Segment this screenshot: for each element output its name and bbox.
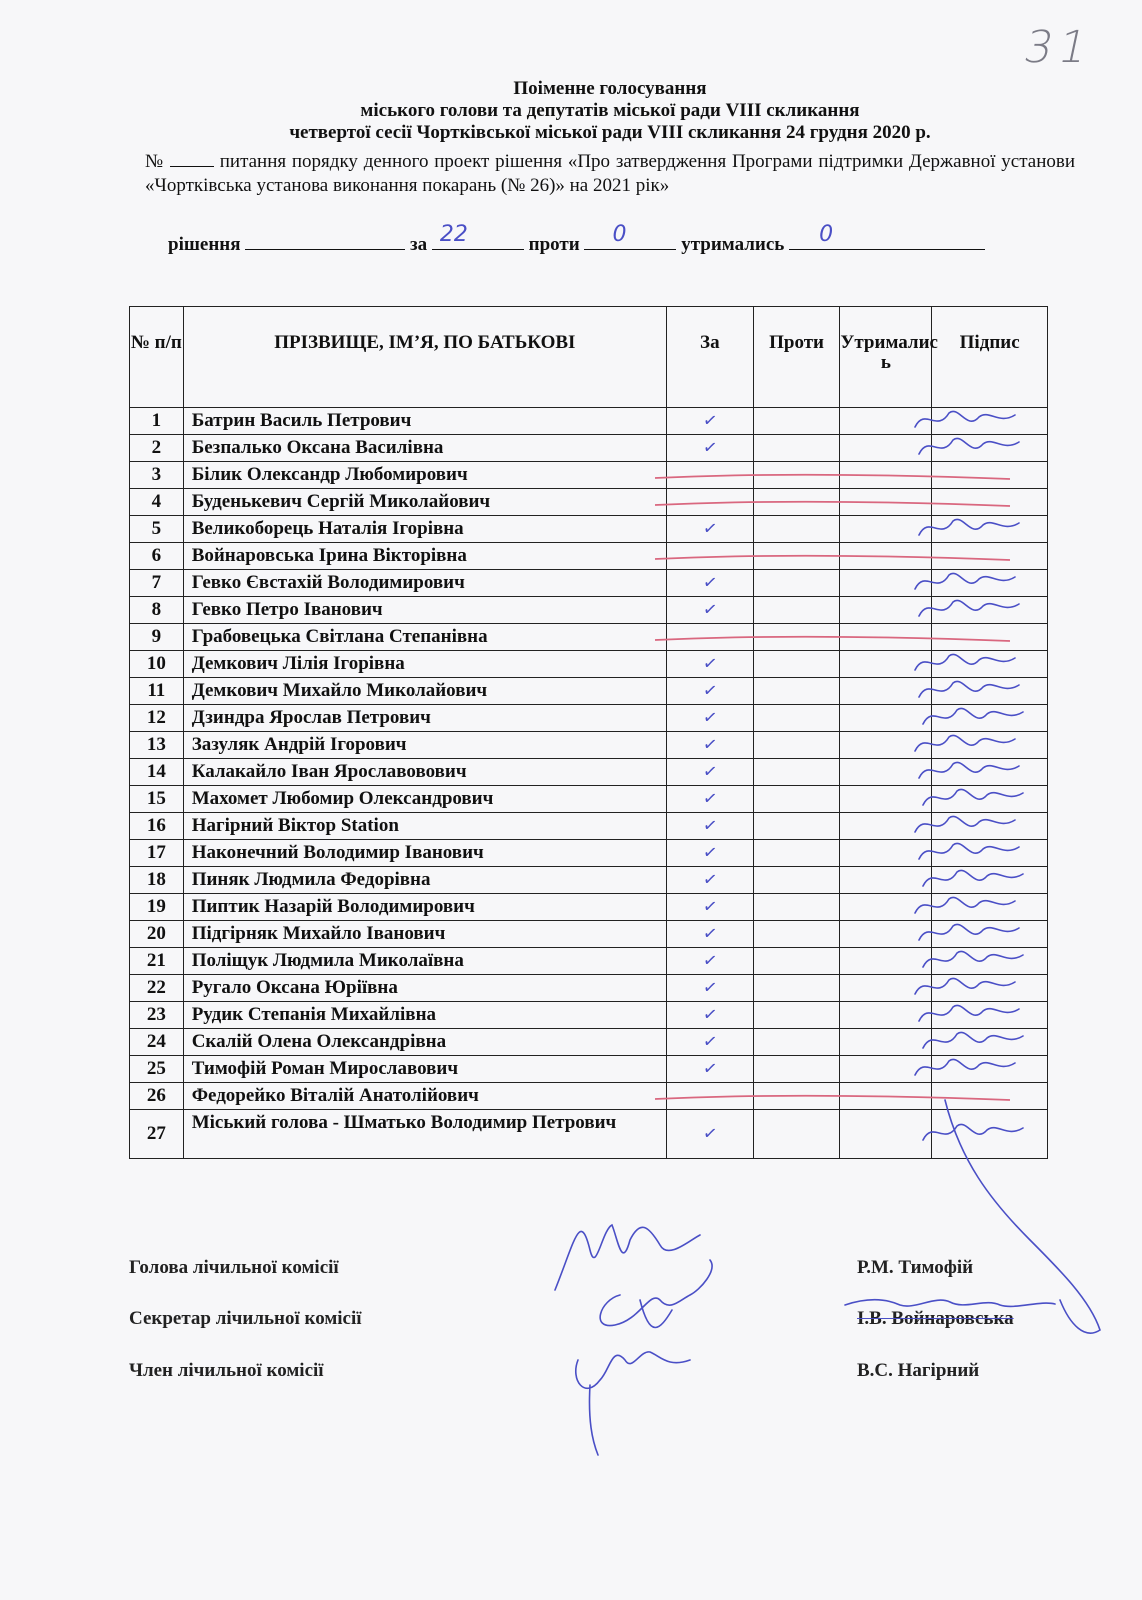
for-label: за <box>410 234 428 255</box>
row-name: Батрин Василь Петрович <box>183 408 666 435</box>
row-name: Безпалько Оксана Василівна <box>183 435 666 462</box>
row-vote-for <box>666 759 753 786</box>
row-vote-against <box>753 1110 840 1159</box>
row-name: Наконечний Володимир Іванович <box>183 840 666 867</box>
header-for: За <box>666 307 753 408</box>
row-number: 13 <box>130 732 184 759</box>
row-number: 14 <box>130 759 184 786</box>
row-number: 24 <box>130 1029 184 1056</box>
vote-check-mark: ✓ <box>701 842 719 864</box>
row-signature <box>932 1110 1048 1159</box>
question-number-blank <box>170 150 214 167</box>
row-vote-for <box>666 921 753 948</box>
row-vote-abstained <box>840 489 932 516</box>
row-vote-abstained <box>840 1056 932 1083</box>
row-vote-for <box>666 462 753 489</box>
row-name: Гевко Євстахій Володимирович <box>183 570 666 597</box>
row-number: 12 <box>130 705 184 732</box>
row-signature <box>932 408 1048 435</box>
row-name: Тимофій Роман Мирославович <box>183 1056 666 1083</box>
row-vote-abstained <box>840 921 932 948</box>
table-row <box>130 948 1048 975</box>
row-vote-for <box>666 624 753 651</box>
row-signature <box>932 516 1048 543</box>
against-field <box>584 222 676 250</box>
row-vote-abstained <box>840 597 932 624</box>
vote-check-mark: ✓ <box>701 1031 719 1053</box>
row-vote-abstained <box>840 1110 932 1159</box>
row-vote-against <box>753 651 840 678</box>
row-name: Скалій Олена Олександрівна <box>183 1029 666 1056</box>
vote-check-mark: ✓ <box>701 1058 719 1080</box>
row-vote-against <box>753 1002 840 1029</box>
row-vote-for <box>666 678 753 705</box>
row-name: Махомет Любомир Олександрович <box>183 786 666 813</box>
row-vote-for <box>666 1002 753 1029</box>
row-signature <box>932 948 1048 975</box>
row-vote-abstained <box>840 651 932 678</box>
row-signature <box>932 1083 1048 1110</box>
abstained-count: 0 <box>819 222 834 247</box>
row-vote-against <box>753 894 840 921</box>
row-signature <box>932 570 1048 597</box>
row-vote-for <box>666 408 753 435</box>
title-line-2: міського голови та депутатів міської ради VIII скликання <box>360 100 860 121</box>
row-vote-for <box>666 1056 753 1083</box>
commission-signature-2 <box>600 1260 712 1328</box>
row-number: 21 <box>130 948 184 975</box>
row-vote-abstained <box>840 813 932 840</box>
row-vote-for <box>666 1029 753 1056</box>
row-number: 3 <box>130 462 184 489</box>
row-signature <box>932 813 1048 840</box>
vote-check-mark: ✓ <box>701 1123 719 1145</box>
row-name: Буденькевич Сергій Миколайович <box>183 489 666 516</box>
row-vote-against <box>753 921 840 948</box>
title-line-1: Поіменне голосування <box>513 78 707 99</box>
vote-check-mark: ✓ <box>701 410 719 432</box>
table-row <box>130 705 1048 732</box>
row-signature <box>932 624 1048 651</box>
row-vote-against <box>753 543 840 570</box>
row-signature <box>932 759 1048 786</box>
vote-check-mark: ✓ <box>701 572 719 594</box>
commission-signature-3 <box>576 1352 690 1455</box>
row-signature <box>932 840 1048 867</box>
vote-check-mark: ✓ <box>701 734 719 756</box>
table-header-row <box>130 307 1048 408</box>
row-vote-for <box>666 435 753 462</box>
table-row <box>130 1002 1048 1029</box>
table-row <box>130 1110 1048 1159</box>
commission-head-name: Р.М. Тимофій <box>857 1257 974 1278</box>
for-field <box>432 222 524 250</box>
decision-label: рішення <box>168 234 241 255</box>
decision-blank <box>245 231 405 250</box>
row-vote-for <box>666 489 753 516</box>
table-row <box>130 759 1048 786</box>
table-row <box>130 516 1048 543</box>
row-signature <box>932 1029 1048 1056</box>
vote-check-mark: ✓ <box>701 437 719 459</box>
row-name: Нагірний Віктор Station <box>183 813 666 840</box>
row-vote-against <box>753 867 840 894</box>
table-row <box>130 975 1048 1002</box>
row-vote-against <box>753 948 840 975</box>
row-name: Демкович Михайло Миколайович <box>183 678 666 705</box>
abstained-field <box>789 222 985 250</box>
document-title <box>140 78 1080 144</box>
row-name: Білик Олександр Любомирович <box>183 462 666 489</box>
row-vote-for <box>666 543 753 570</box>
row-vote-abstained <box>840 759 932 786</box>
number-sign: № <box>145 151 165 172</box>
vote-check-mark: ✓ <box>701 950 719 972</box>
table-row <box>130 543 1048 570</box>
table-row <box>130 408 1048 435</box>
row-vote-abstained <box>840 732 932 759</box>
row-name: Войнаровська Ірина Вікторівна <box>183 543 666 570</box>
commission-head-label: Голова лічильної комісії <box>129 1257 339 1278</box>
row-number: 11 <box>130 678 184 705</box>
decision-line <box>168 222 1068 256</box>
row-signature <box>932 543 1048 570</box>
vote-check-mark: ✓ <box>701 599 719 621</box>
vote-check-mark: ✓ <box>701 761 719 783</box>
header-against: Проти <box>753 307 840 408</box>
vote-check-mark: ✓ <box>701 977 719 999</box>
row-vote-against <box>753 435 840 462</box>
row-vote-abstained <box>840 1083 932 1110</box>
row-vote-abstained <box>840 1029 932 1056</box>
row-number: 7 <box>130 570 184 597</box>
row-name: Пиптик Назарій Володимирович <box>183 894 666 921</box>
commission-secretary-label: Секретар лічильної комісії <box>129 1308 362 1329</box>
agenda-question <box>145 150 1075 198</box>
row-vote-against <box>753 678 840 705</box>
table-row <box>130 732 1048 759</box>
table-row <box>130 462 1048 489</box>
row-number: 1 <box>130 408 184 435</box>
header-signature: Підпис <box>932 307 1048 408</box>
row-signature <box>932 678 1048 705</box>
table-row <box>130 597 1048 624</box>
table-row <box>130 813 1048 840</box>
row-vote-against <box>753 1029 840 1056</box>
row-name: Великоборець Наталія Ігорівна <box>183 516 666 543</box>
header-abstained: Утрималис ь <box>840 307 932 408</box>
row-signature <box>932 462 1048 489</box>
commission-member-name: В.С. Нагірний <box>857 1360 980 1381</box>
row-vote-abstained <box>840 975 932 1002</box>
row-vote-against <box>753 813 840 840</box>
header-name: ПРІЗВИЩЕ, ІМ’Я, ПО БАТЬКОВІ <box>183 307 666 408</box>
table-row <box>130 1083 1048 1110</box>
row-vote-against <box>753 462 840 489</box>
row-vote-for <box>666 1083 753 1110</box>
row-number: 15 <box>130 786 184 813</box>
for-count: 22 <box>439 222 468 247</box>
row-vote-abstained <box>840 786 932 813</box>
table-row <box>130 570 1048 597</box>
commission-signature-1 <box>555 1225 700 1290</box>
table-row <box>130 894 1048 921</box>
vote-check-mark: ✓ <box>701 923 719 945</box>
table-body <box>130 408 1048 1159</box>
row-signature <box>932 975 1048 1002</box>
vote-check-mark: ✓ <box>701 680 719 702</box>
row-vote-for <box>666 786 753 813</box>
row-vote-for <box>666 948 753 975</box>
row-number: 27 <box>130 1110 184 1159</box>
row-name: Гевко Петро Іванович <box>183 597 666 624</box>
roll-call-table <box>129 306 1048 1159</box>
table-row <box>130 1056 1048 1083</box>
row-vote-against <box>753 1056 840 1083</box>
row-number: 20 <box>130 921 184 948</box>
vote-check-mark: ✓ <box>701 707 719 729</box>
vote-check-mark: ✓ <box>701 815 719 837</box>
row-name: Калакайло Іван Ярославовович <box>183 759 666 786</box>
row-number: 5 <box>130 516 184 543</box>
row-signature <box>932 1056 1048 1083</box>
row-name: Федорейко Віталій Анатолійович <box>183 1083 666 1110</box>
commission-secretary-name: І.В. Войнаровська <box>857 1308 1014 1329</box>
vote-check-mark: ✓ <box>701 869 719 891</box>
row-vote-for <box>666 732 753 759</box>
table-row <box>130 651 1048 678</box>
against-label: проти <box>528 234 580 255</box>
row-number: 19 <box>130 894 184 921</box>
row-vote-against <box>753 786 840 813</box>
row-vote-abstained <box>840 894 932 921</box>
row-vote-abstained <box>840 1002 932 1029</box>
row-vote-abstained <box>840 840 932 867</box>
row-vote-for <box>666 867 753 894</box>
row-vote-abstained <box>840 867 932 894</box>
vote-check-mark: ✓ <box>701 1004 719 1026</box>
row-name: Міський голова - Шматько Володимир Петрович <box>183 1110 666 1159</box>
page-number: 31 <box>1019 22 1099 73</box>
row-vote-against <box>753 624 840 651</box>
row-vote-abstained <box>840 624 932 651</box>
row-signature <box>932 921 1048 948</box>
row-vote-abstained <box>840 948 932 975</box>
row-signature <box>932 786 1048 813</box>
row-vote-abstained <box>840 705 932 732</box>
row-number: 25 <box>130 1056 184 1083</box>
row-vote-abstained <box>840 678 932 705</box>
row-number: 10 <box>130 651 184 678</box>
row-number: 23 <box>130 1002 184 1029</box>
row-vote-for <box>666 840 753 867</box>
row-vote-for <box>666 570 753 597</box>
table-row <box>130 840 1048 867</box>
row-number: 9 <box>130 624 184 651</box>
row-vote-against <box>753 516 840 543</box>
table-row <box>130 1029 1048 1056</box>
title-line-3: четвертої сесії Чортківської міської ради VIII скликання 24 грудня 2020 р. <box>289 122 931 143</box>
table-row <box>130 489 1048 516</box>
row-vote-for <box>666 597 753 624</box>
row-signature <box>932 732 1048 759</box>
row-number: 16 <box>130 813 184 840</box>
table-row <box>130 624 1048 651</box>
row-name: Демкович Лілія Ігорівна <box>183 651 666 678</box>
abstained-label: утримались <box>681 234 785 255</box>
row-vote-for <box>666 1110 753 1159</box>
row-vote-against <box>753 570 840 597</box>
question-text: питання порядку денного проект рішення «Про затвердження Програми підтримки Державної установи «Чортківська установа виконання покарань (№ 26)» на 2021 рік» <box>145 151 1075 196</box>
row-vote-abstained <box>840 408 932 435</box>
row-name: Поліщук Людмила Миколаївна <box>183 948 666 975</box>
row-name: Грабовецька Світлана Степанівна <box>183 624 666 651</box>
table-row <box>130 867 1048 894</box>
row-vote-abstained <box>840 462 932 489</box>
row-number: 2 <box>130 435 184 462</box>
table-row <box>130 921 1048 948</box>
row-number: 18 <box>130 867 184 894</box>
row-name: Підгірняк Михайло Іванович <box>183 921 666 948</box>
row-vote-for <box>666 516 753 543</box>
row-vote-against <box>753 408 840 435</box>
row-vote-against <box>753 975 840 1002</box>
row-vote-against <box>753 840 840 867</box>
row-signature <box>932 597 1048 624</box>
vote-check-mark: ✓ <box>701 788 719 810</box>
row-vote-against <box>753 489 840 516</box>
row-vote-abstained <box>840 570 932 597</box>
row-name: Зазуляк Андрій Ігорович <box>183 732 666 759</box>
row-vote-for <box>666 813 753 840</box>
row-vote-for <box>666 705 753 732</box>
table-row <box>130 435 1048 462</box>
header-num: № п/п <box>130 307 184 408</box>
row-number: 6 <box>130 543 184 570</box>
row-vote-abstained <box>840 435 932 462</box>
row-signature <box>932 894 1048 921</box>
row-signature <box>932 489 1048 516</box>
row-name: Ругало Оксана Юріївна <box>183 975 666 1002</box>
row-vote-for <box>666 651 753 678</box>
row-number: 4 <box>130 489 184 516</box>
table-row <box>130 786 1048 813</box>
commission-member-label: Член лічильної комісії <box>129 1360 324 1381</box>
against-count: 0 <box>612 222 627 247</box>
vote-check-mark: ✓ <box>701 653 719 675</box>
row-signature <box>932 867 1048 894</box>
commission-signature-4 <box>845 1300 1055 1307</box>
row-signature <box>932 651 1048 678</box>
row-signature <box>932 705 1048 732</box>
table-row <box>130 678 1048 705</box>
row-signature <box>932 1002 1048 1029</box>
row-vote-for <box>666 975 753 1002</box>
row-vote-against <box>753 597 840 624</box>
row-vote-against <box>753 732 840 759</box>
row-vote-abstained <box>840 543 932 570</box>
row-number: 26 <box>130 1083 184 1110</box>
vote-check-mark: ✓ <box>701 896 719 918</box>
row-vote-against <box>753 1083 840 1110</box>
row-signature <box>932 435 1048 462</box>
row-number: 8 <box>130 597 184 624</box>
row-vote-against <box>753 705 840 732</box>
row-name: Дзиндра Ярослав Петрович <box>183 705 666 732</box>
row-name: Рудик Степанія Михайлівна <box>183 1002 666 1029</box>
row-vote-for <box>666 894 753 921</box>
row-vote-against <box>753 759 840 786</box>
row-name: Пиняк Людмила Федорівна <box>183 867 666 894</box>
row-number: 22 <box>130 975 184 1002</box>
row-vote-abstained <box>840 516 932 543</box>
vote-check-mark: ✓ <box>701 518 719 540</box>
row-number: 17 <box>130 840 184 867</box>
